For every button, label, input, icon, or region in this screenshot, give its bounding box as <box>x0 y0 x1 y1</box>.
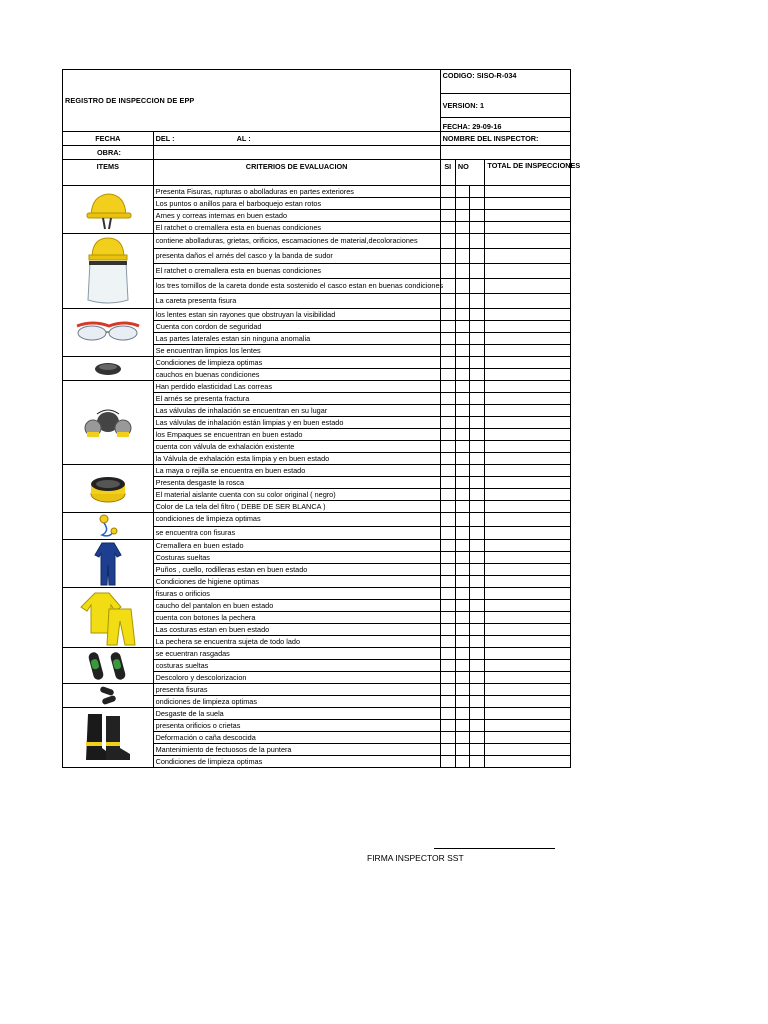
criteria-row <box>63 381 571 393</box>
criteria-text: los Empaques se encuentran en buen estado <box>153 429 440 441</box>
no-cell[interactable] <box>455 279 469 294</box>
total-cell[interactable] <box>485 249 571 264</box>
col-criterios: CRITERIOS DE EVALUACION <box>153 160 440 186</box>
si-cell[interactable] <box>440 222 455 234</box>
blank-cell[interactable] <box>470 369 485 381</box>
si-cell[interactable] <box>440 648 455 660</box>
no-cell[interactable] <box>455 600 469 612</box>
total-cell[interactable] <box>485 708 571 720</box>
si-cell[interactable] <box>440 540 455 552</box>
criteria-text: Las partes laterales estan sin ninguna anomalia <box>153 333 440 345</box>
respirator-icon <box>65 406 151 440</box>
col-no: NO <box>455 160 485 186</box>
total-cell[interactable] <box>485 672 571 684</box>
criteria-text: Presenta Fisuras, rupturas o abolladuras en partes exteriores <box>153 186 440 198</box>
date-range-field[interactable] <box>153 132 440 146</box>
ear-muff-pad-icon <box>65 361 151 377</box>
criteria-text: los lentes estan sin rayones que obstruyan la visibilidad <box>153 309 440 321</box>
face-shield-icon <box>65 234 151 308</box>
no-cell[interactable] <box>455 501 469 513</box>
obra-field[interactable] <box>153 146 440 160</box>
total-cell[interactable] <box>485 345 571 357</box>
no-cell[interactable] <box>455 294 469 309</box>
blank-cell[interactable] <box>470 417 485 429</box>
filter-cartridge-icon <box>65 474 151 504</box>
criteria-row <box>63 357 571 369</box>
no-cell[interactable] <box>455 732 469 744</box>
si-cell[interactable] <box>440 345 455 357</box>
criteria-text: La maya o rejilla se encuentra en buen estado <box>153 465 440 477</box>
total-cell[interactable] <box>485 576 571 588</box>
criteria-text: presenta fisuras <box>153 684 440 696</box>
criteria-text: condiciones de limpieza optimas <box>153 513 440 527</box>
rubber-boots-icon <box>65 712 151 764</box>
total-cell[interactable] <box>485 552 571 564</box>
si-cell[interactable] <box>440 429 455 441</box>
si-cell[interactable] <box>440 744 455 756</box>
criteria-row <box>63 186 571 198</box>
si-cell[interactable] <box>440 333 455 345</box>
criteria-text: ondiciones de limpieza optimas <box>153 696 440 708</box>
total-cell[interactable] <box>485 393 571 405</box>
si-cell[interactable] <box>440 501 455 513</box>
item-image-cell <box>63 186 154 234</box>
no-cell[interactable] <box>455 489 469 501</box>
si-cell[interactable] <box>440 441 455 453</box>
item-image-cell <box>63 381 154 465</box>
total-cell[interactable] <box>485 648 571 660</box>
total-cell[interactable] <box>485 441 571 453</box>
criteria-text: los tres tornillos de la careta donde esta sostenido el casco estan en buenas condiciones <box>153 279 440 294</box>
blank-cell[interactable] <box>470 684 485 696</box>
blank-cell[interactable] <box>470 540 485 552</box>
blank-cell[interactable] <box>470 357 485 369</box>
si-cell[interactable] <box>440 249 455 264</box>
criteria-text: Condiciones de higiene optimas <box>153 576 440 588</box>
blank-cell[interactable] <box>470 264 485 279</box>
blank-cell[interactable] <box>470 345 485 357</box>
no-cell[interactable] <box>455 429 469 441</box>
no-cell[interactable] <box>455 441 469 453</box>
criteria-text: se encuentra con fisuras <box>153 526 440 540</box>
si-cell[interactable] <box>440 405 455 417</box>
criteria-text: Costuras sueltas <box>153 552 440 564</box>
item-image-cell <box>63 513 154 540</box>
form-title: REGISTRO DE INSPECCION DE EPP <box>63 70 441 132</box>
total-cell[interactable] <box>485 501 571 513</box>
blank-cell[interactable] <box>470 333 485 345</box>
total-cell[interactable] <box>485 489 571 501</box>
si-cell[interactable] <box>440 186 455 198</box>
item-image-cell <box>63 309 154 357</box>
total-cell[interactable] <box>485 720 571 732</box>
blank-cell[interactable] <box>470 501 485 513</box>
no-cell[interactable] <box>455 249 469 264</box>
item-image-cell <box>63 357 154 381</box>
earplugs-icon <box>65 513 151 539</box>
no-cell[interactable] <box>455 393 469 405</box>
blank-cell[interactable] <box>470 279 485 294</box>
total-cell[interactable] <box>485 756 571 768</box>
no-cell[interactable] <box>455 357 469 369</box>
si-cell[interactable] <box>440 489 455 501</box>
no-cell[interactable] <box>455 552 469 564</box>
si-cell[interactable] <box>440 393 455 405</box>
version-field: VERSION: 1 <box>440 94 570 118</box>
criteria-text: La pechera se encuentra sujeta de todo lado <box>153 636 440 648</box>
no-cell[interactable] <box>455 453 469 465</box>
blank-cell[interactable] <box>470 294 485 309</box>
si-cell[interactable] <box>440 612 455 624</box>
blank-cell[interactable] <box>470 321 485 333</box>
si-cell[interactable] <box>440 210 455 222</box>
no-cell[interactable] <box>455 744 469 756</box>
criteria-text: Se encuentran limpios los lentes <box>153 345 440 357</box>
total-cell[interactable] <box>485 660 571 672</box>
total-cell[interactable] <box>485 612 571 624</box>
blank-cell[interactable] <box>470 210 485 222</box>
item-image-cell <box>63 648 154 684</box>
no-cell[interactable] <box>455 576 469 588</box>
no-cell[interactable] <box>455 309 469 321</box>
no-cell[interactable] <box>455 636 469 648</box>
signature-label: FIRMA INSPECTOR SST <box>367 853 464 863</box>
blank-cell[interactable] <box>470 222 485 234</box>
blank-cell[interactable] <box>470 708 485 720</box>
no-cell[interactable] <box>455 612 469 624</box>
criteria-row <box>63 588 571 600</box>
total-cell[interactable] <box>485 453 571 465</box>
blank-cell[interactable] <box>470 756 485 768</box>
criteria-row <box>63 648 571 660</box>
coverall-icon <box>65 541 151 587</box>
total-cell[interactable] <box>485 526 571 540</box>
col-items: ITEMS <box>63 160 154 186</box>
blank-cell[interactable] <box>470 732 485 744</box>
no-cell[interactable] <box>455 672 469 684</box>
criteria-text: la Válvula de exhalación esta limpia y en buen estado <box>153 453 440 465</box>
criteria-text: Deformación o caña descocida <box>153 732 440 744</box>
criteria-text: cuenta con válvula de exhalación existente <box>153 441 440 453</box>
blank-cell[interactable] <box>470 489 485 501</box>
si-cell[interactable] <box>440 477 455 489</box>
blank-cell[interactable] <box>470 453 485 465</box>
inspector-name-label: NOMBRE DEL INSPECTOR: <box>440 132 570 146</box>
blank-cell[interactable] <box>470 588 485 600</box>
blank-cell[interactable] <box>470 636 485 648</box>
criteria-row <box>63 513 571 527</box>
total-cell[interactable] <box>485 198 571 210</box>
blank-cell[interactable] <box>470 552 485 564</box>
si-cell[interactable] <box>440 309 455 321</box>
criteria-text: Presenta desgaste la rosca <box>153 477 440 489</box>
criteria-row <box>63 234 571 249</box>
criteria-text: fisuras o orificios <box>153 588 440 600</box>
no-cell[interactable] <box>455 321 469 333</box>
si-cell[interactable] <box>440 756 455 768</box>
total-cell[interactable] <box>485 279 571 294</box>
no-cell[interactable] <box>455 333 469 345</box>
total-cell[interactable] <box>485 264 571 279</box>
no-cell[interactable] <box>455 381 469 393</box>
al-label: AL : <box>236 133 251 143</box>
no-cell[interactable] <box>455 513 469 527</box>
ear-plug-pair-icon <box>65 686 151 706</box>
blank-cell[interactable] <box>470 672 485 684</box>
si-cell[interactable] <box>440 234 455 249</box>
item-image-cell <box>63 708 154 768</box>
criteria-row <box>63 708 571 720</box>
total-cell[interactable] <box>485 417 571 429</box>
si-cell[interactable] <box>440 564 455 576</box>
total-cell[interactable] <box>485 321 571 333</box>
no-cell[interactable] <box>455 684 469 696</box>
total-cell[interactable] <box>485 309 571 321</box>
total-cell[interactable] <box>485 513 571 527</box>
no-cell[interactable] <box>455 756 469 768</box>
total-cell[interactable] <box>485 234 571 249</box>
no-cell[interactable] <box>455 186 469 198</box>
si-cell[interactable] <box>440 696 455 708</box>
no-cell[interactable] <box>455 477 469 489</box>
blank-cell[interactable] <box>470 393 485 405</box>
no-cell[interactable] <box>455 648 469 660</box>
total-cell[interactable] <box>485 684 571 696</box>
blank-cell[interactable] <box>470 234 485 249</box>
total-cell[interactable] <box>485 540 571 552</box>
blank-cell[interactable] <box>470 309 485 321</box>
no-cell[interactable] <box>455 660 469 672</box>
total-cell[interactable] <box>485 636 571 648</box>
si-cell[interactable] <box>440 526 455 540</box>
criteria-row <box>63 540 571 552</box>
blank-cell[interactable] <box>470 600 485 612</box>
criteria-text: El ratchet o cremallera esta en buenas condiciones <box>153 264 440 279</box>
total-cell[interactable] <box>485 600 571 612</box>
no-cell[interactable] <box>455 198 469 210</box>
no-cell[interactable] <box>455 345 469 357</box>
si-cell[interactable] <box>440 636 455 648</box>
criteria-text: El arnés se presenta fractura <box>153 393 440 405</box>
blank-cell[interactable] <box>470 186 485 198</box>
no-cell[interactable] <box>455 405 469 417</box>
criteria-text: Condiciones de limpieza optimas <box>153 357 440 369</box>
no-cell[interactable] <box>455 465 469 477</box>
no-cell[interactable] <box>455 526 469 540</box>
criteria-text: costuras sueltas <box>153 660 440 672</box>
si-cell[interactable] <box>440 198 455 210</box>
blank-cell[interactable] <box>470 465 485 477</box>
si-cell[interactable] <box>440 672 455 684</box>
si-cell[interactable] <box>440 624 455 636</box>
epp-inspection-form <box>62 69 581 768</box>
criteria-text: Las válvulas de inhalación están limpias y en buen estado <box>153 417 440 429</box>
col-total: TOTAL DE INSPECCIONES <box>485 160 571 186</box>
item-image-cell <box>63 540 154 588</box>
si-cell[interactable] <box>440 732 455 744</box>
obra-label: OBRA: <box>63 146 154 160</box>
criteria-text: contiene abolladuras, grietas, orificios, escamaciones de material,decoloraciones <box>153 234 440 249</box>
blank-cell[interactable] <box>470 660 485 672</box>
no-cell[interactable] <box>455 234 469 249</box>
blank-cell[interactable] <box>470 405 485 417</box>
total-cell[interactable] <box>485 222 571 234</box>
criteria-text: Las válvulas de inhalación se encuentran en su lugar <box>153 405 440 417</box>
total-cell[interactable] <box>485 624 571 636</box>
total-cell[interactable] <box>485 564 571 576</box>
criteria-text: caucho del pantalon en buen estado <box>153 600 440 612</box>
rain-suit-icon <box>65 589 151 647</box>
no-cell[interactable] <box>455 624 469 636</box>
total-cell[interactable] <box>485 294 571 309</box>
criteria-text: Los puntos o anillos para el barboquejo estan rotos <box>153 198 440 210</box>
si-cell[interactable] <box>440 600 455 612</box>
blank-cell[interactable] <box>470 624 485 636</box>
total-cell[interactable] <box>485 333 571 345</box>
total-cell[interactable] <box>485 744 571 756</box>
si-cell[interactable] <box>440 369 455 381</box>
no-cell[interactable] <box>455 540 469 552</box>
item-image-cell <box>63 465 154 513</box>
total-cell[interactable] <box>485 357 571 369</box>
criteria-text: Descoloro y descolorizacion <box>153 672 440 684</box>
criteria-text: Cremallera en buen estado <box>153 540 440 552</box>
inspector-name-field[interactable] <box>440 146 570 160</box>
criteria-text: Mantenimiento de fectuosos de la puntera <box>153 744 440 756</box>
no-cell[interactable] <box>455 417 469 429</box>
criteria-row <box>63 309 571 321</box>
criteria-text: Las costuras estan en buen estado <box>153 624 440 636</box>
hard-hat-icon <box>65 189 151 231</box>
criteria-text: cauchos en buenas condiciones <box>153 369 440 381</box>
blank-cell[interactable] <box>470 696 485 708</box>
total-cell[interactable] <box>485 405 571 417</box>
criteria-text: Color de La tela del filtro ( DEBE DE SER BLANCA ) <box>153 501 440 513</box>
blank-cell[interactable] <box>470 198 485 210</box>
gloves-icon <box>65 649 151 683</box>
si-cell[interactable] <box>440 588 455 600</box>
criteria-text: presenta daños el arnés del casco y la banda de sudor <box>153 249 440 264</box>
no-cell[interactable] <box>455 564 469 576</box>
criteria-text: se ecuentran rasgadas <box>153 648 440 660</box>
si-cell[interactable] <box>440 576 455 588</box>
fecha-label: FECHA <box>63 132 154 146</box>
no-cell[interactable] <box>455 264 469 279</box>
total-cell[interactable] <box>485 465 571 477</box>
blank-cell[interactable] <box>470 576 485 588</box>
no-cell[interactable] <box>455 720 469 732</box>
no-cell[interactable] <box>455 696 469 708</box>
si-cell[interactable] <box>440 513 455 527</box>
criteria-text: Desgaste de la suela <box>153 708 440 720</box>
codigo-field: CODIGO: SISO-R-034 <box>440 70 570 94</box>
no-cell[interactable] <box>455 222 469 234</box>
total-cell[interactable] <box>485 732 571 744</box>
safety-glasses-icon <box>65 318 151 348</box>
del-label: DEL : <box>155 133 175 143</box>
si-cell[interactable] <box>440 708 455 720</box>
blank-cell[interactable] <box>470 612 485 624</box>
criteria-text: Arnes y correas internas en buen estado <box>153 210 440 222</box>
fecha-field: FECHA: 29-09-16 <box>440 118 570 132</box>
total-cell[interactable] <box>485 588 571 600</box>
criteria-text: El ratchet o cremallera esta en buenas condiciones <box>153 222 440 234</box>
si-cell[interactable] <box>440 357 455 369</box>
criteria-text: El material aislante cuenta con su color original ( negro) <box>153 489 440 501</box>
col-si: SI <box>440 160 455 186</box>
no-cell[interactable] <box>455 708 469 720</box>
item-image-cell <box>63 234 154 309</box>
si-cell[interactable] <box>440 660 455 672</box>
total-cell[interactable] <box>485 696 571 708</box>
criteria-row <box>63 684 571 696</box>
si-cell[interactable] <box>440 684 455 696</box>
blank-cell[interactable] <box>470 513 485 527</box>
blank-cell[interactable] <box>470 381 485 393</box>
no-cell[interactable] <box>455 210 469 222</box>
blank-cell[interactable] <box>470 477 485 489</box>
blank-cell[interactable] <box>470 249 485 264</box>
criteria-row <box>63 465 571 477</box>
total-cell[interactable] <box>485 210 571 222</box>
si-cell[interactable] <box>440 294 455 309</box>
criteria-text: Puños , cuello, rodilleras estan en buen estado <box>153 564 440 576</box>
no-cell[interactable] <box>455 588 469 600</box>
criteria-text: Cuenta con cordon de seguridad <box>153 321 440 333</box>
si-cell[interactable] <box>440 264 455 279</box>
total-cell[interactable] <box>485 477 571 489</box>
si-cell[interactable] <box>440 720 455 732</box>
total-cell[interactable] <box>485 369 571 381</box>
no-cell[interactable] <box>455 369 469 381</box>
signature-line <box>434 848 555 849</box>
criteria-text: Han perdido elasticidad Las correas <box>153 381 440 393</box>
blank-cell[interactable] <box>470 648 485 660</box>
item-image-cell <box>63 588 154 648</box>
blank-cell[interactable] <box>470 744 485 756</box>
criteria-text: Condiciones de limpieza optimas <box>153 756 440 768</box>
blank-cell[interactable] <box>470 429 485 441</box>
si-cell[interactable] <box>440 321 455 333</box>
blank-cell[interactable] <box>470 564 485 576</box>
criteria-text: cuenta con botones la pechera <box>153 612 440 624</box>
total-cell[interactable] <box>485 381 571 393</box>
total-cell[interactable] <box>485 186 571 198</box>
si-cell[interactable] <box>440 381 455 393</box>
criteria-text: La careta presenta fisura <box>153 294 440 309</box>
si-cell[interactable] <box>440 417 455 429</box>
item-image-cell <box>63 684 154 708</box>
criteria-text: presenta orificios o crietas <box>153 720 440 732</box>
blank-cell[interactable] <box>470 526 485 540</box>
total-cell[interactable] <box>485 429 571 441</box>
blank-cell[interactable] <box>470 720 485 732</box>
blank-cell[interactable] <box>470 441 485 453</box>
si-cell[interactable] <box>440 465 455 477</box>
si-cell[interactable] <box>440 453 455 465</box>
si-cell[interactable] <box>440 552 455 564</box>
